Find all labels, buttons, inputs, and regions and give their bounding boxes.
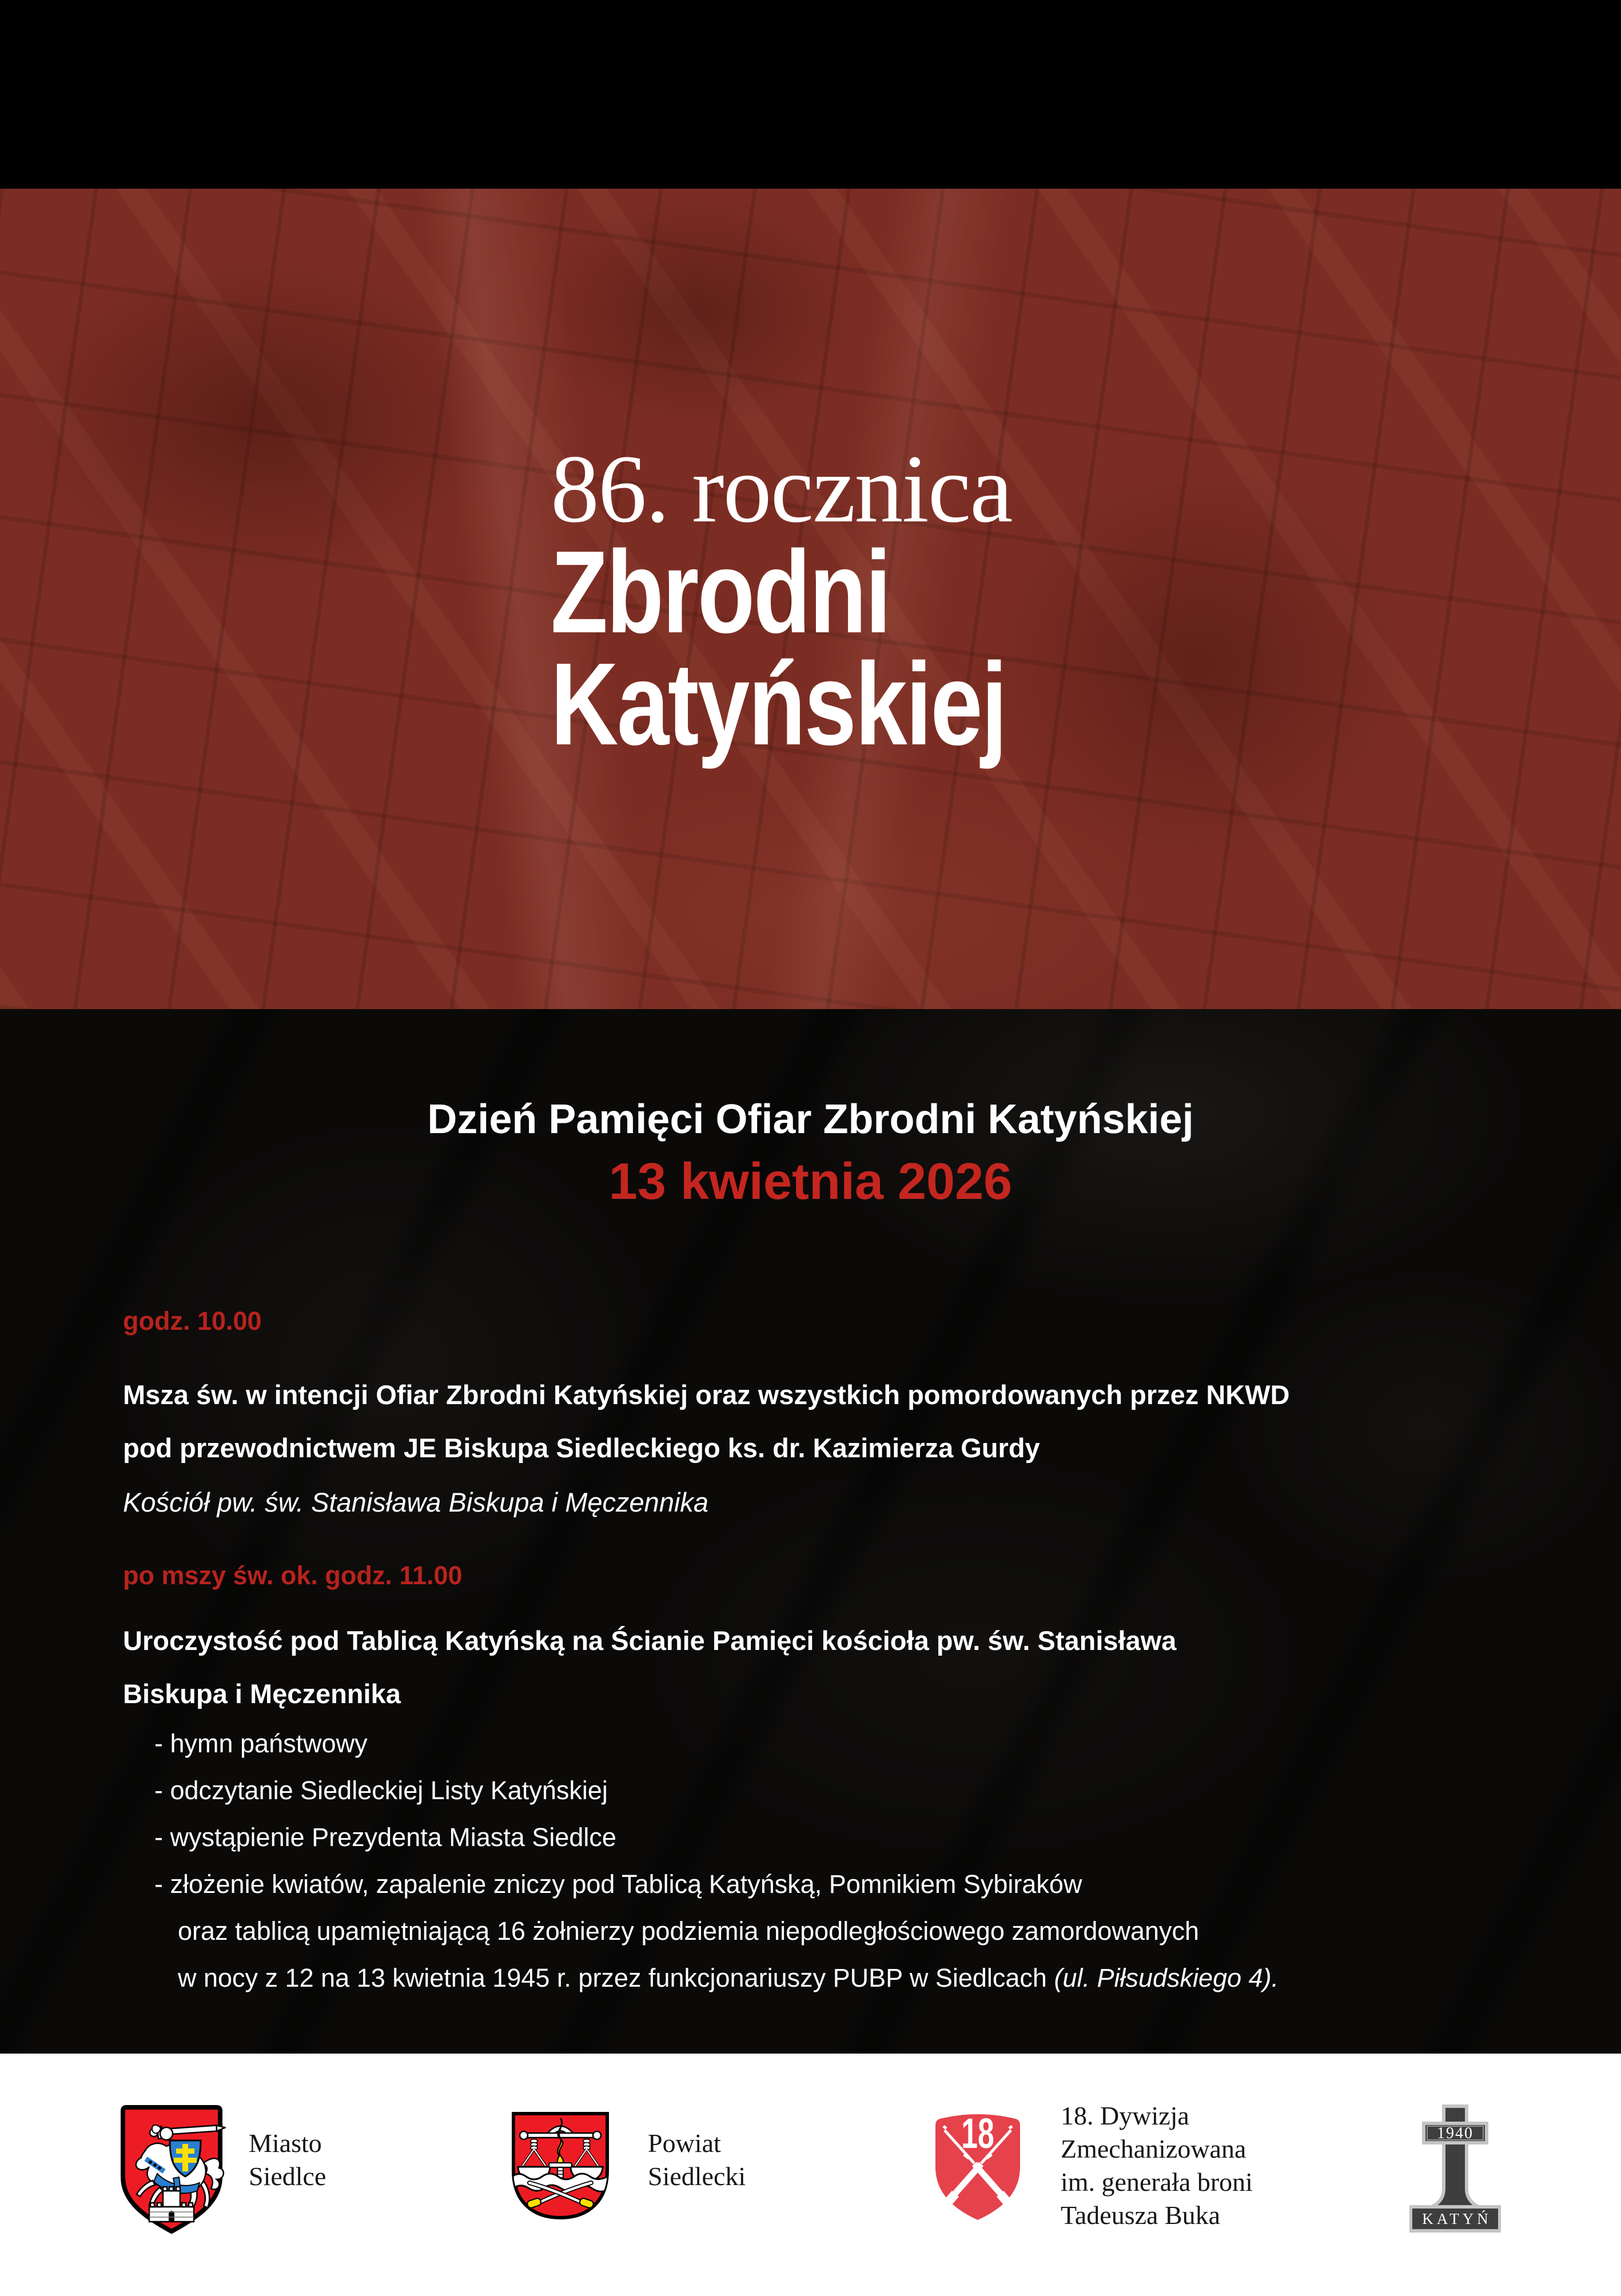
ceremony-description [123,1614,1498,1720]
ceremony-program-list [123,1720,1498,2002]
main-title-line1: Zbrodni [551,527,890,657]
mass-description-line2: pod przewodnictwem JE Biskupa Siedleckiego ks. dr. Kazimierza Gurdy [123,1433,1040,1463]
division-label-line4: Tadeusza Buka [1061,2201,1221,2230]
schedule-time-1: godz. 10.00 [123,1306,262,1336]
memorial-day-subtitle: Dzień Pamięci Ofiar Zbrodni Katyńskiej [427,1097,1194,1142]
katyn-cross-place: KATYŃ [1422,2210,1492,2227]
footer-logos [0,2054,1621,2296]
list-item-address-italic: (ul. Piłsudskiego 4). [1054,1963,1279,1992]
powiat-label-line1: Powiat [648,2128,721,2158]
schedule-time-2: po mszy św. ok. godz. 11.00 [123,1561,463,1590]
katyn-cross-icon [1409,2103,1501,2234]
division-badge-number: 18 [961,2109,994,2158]
powiat-siedlecki-label [648,2127,746,2193]
division-label-line3: im. generała broni [1061,2167,1253,2197]
miasto-label-line2: Siedlce [249,2162,326,2191]
event-heading [0,1095,1621,1210]
list-item: - złożenie kwiatów, zapalenie zniczy pod Tablicą Katyńską, Pomnikiem Sybiraków [154,1870,1082,1899]
top-black-band [0,0,1621,189]
event-date: 13 kwietnia 2026 [608,1153,1013,1210]
ceremony-description-line1: Uroczystość pod Tablicą Katyńską na Ścianie Pamięci kościoła pw. św. Stanisława [123,1625,1177,1656]
ceremony-description-line2: Biskupa i Męczennika [123,1679,401,1709]
powiat-label-line2: Siedlecki [648,2162,746,2191]
schedule [123,1308,1498,2002]
division-label-line1: 18. Dywizja [1061,2101,1189,2130]
miasto-siedlce-label [249,2127,326,2193]
hero-collage-banner [0,189,1621,1009]
main-title [551,527,1006,770]
list-item: - wystąpienie Prezydenta Miasta Siedlce [154,1823,616,1852]
knight-helmet-icon [160,2127,173,2140]
mass-description [123,1368,1498,1474]
list-item-text: w nocy z 12 na 13 kwietnia 1945 r. przez funkcjonariuszy PUBP w Siedlcach [178,1963,1054,1992]
anniversary-title-line: 86. rocznica [551,435,1012,543]
miasto-siedlce-crest-icon [117,2104,226,2235]
list-item-continuation: oraz tablicą upamiętniającą 16 żołnierzy podziemia niepodległościowego zamordowanych [178,1916,1200,1946]
18-division-badge-icon [932,2107,1023,2222]
division-label-line2: Zmechanizowana [1061,2134,1246,2163]
knight-plume-icon [152,2125,161,2134]
mass-description-line1: Msza św. w intencji Ofiar Zbrodni Katyńskiej oraz wszystkich pomordowanych przez NKWD [123,1380,1290,1410]
list-item: - hymn państwowy [154,1729,368,1758]
miasto-label-line1: Miasto [249,2128,322,2158]
list-item-continuation [123,1955,1498,2002]
18-division-label [1061,2099,1253,2232]
katyn-cross-year: 1940 [1437,2124,1473,2142]
program-section [0,1009,1621,2054]
powiat-siedlecki-crest-icon [509,2108,612,2222]
mass-venue: Kościół pw. św. Stanisława Biskupa i Męczennika [123,1487,709,1517]
list-item: - odczytanie Siedleckiej Listy Katyńskiej [154,1776,608,1805]
main-title-line2: Katyńskiej [551,639,1006,770]
